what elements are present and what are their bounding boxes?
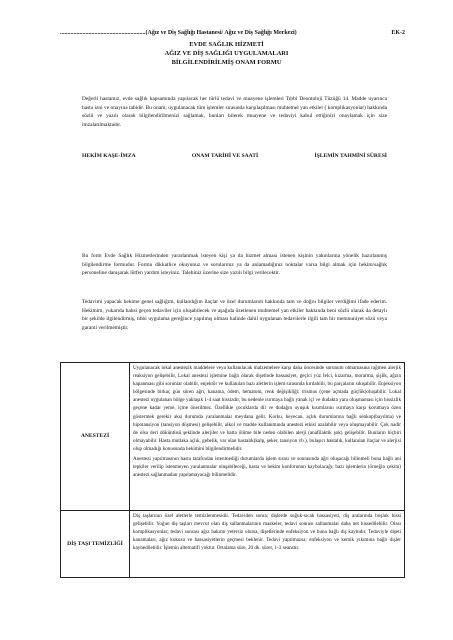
description-paragraph: Uygulanacak lokal anestezik maddelere veya kullanılacak malzemelere karşı daha öncesinde sorunum olmamasına rağmen alerjik reaksiyon gelişebilir, Lokal anestezi işlemine bağlı olarak dişetinde hassasiyet, geçici yüz felci, kızarma, morarma, şişlik, ağzın kapanması gibi sorunlar olabilir, enjektör ve kullanılan bazı aletlerin işlem sırasında kırılabilir, bu parçaların sıkışabilir. Enjeksiyon bölgesinde birkaç gün süren ağrı, kanama, ödem, hematom, renk değişikliği; trismus (çene açmada güçlük)oluşabilir. Lokal anestezi uygulanan bölge yaklaşık 1-4 saat hissizdir, bu nedenle ısırmaya bağlı yanak içi ve dudakta yara oluşmaması için hissizlik geçene kadar yeme, içme önerilmez. Özellikle çocuklarda dil ve dudağın uyuşuk kısımlarını ısırmaya karşı korumaya özen göstermek gerekir aksi durumda yaralanmalar meydana gelir. Korku, heyecan, açlık durumlarına bağlı senkop(bayılma) ve hipotansiyon (tansiyon düşmesi) gelişebilir, alkol ve madde kullanımında anestezi etkisi azalabilir veya oluşmayabilir. Çok nadir de olsa deri döküntüsü şeklinde alerjiler ve hatta ölüme bile neden olabilen alerji (anafilaktik şok) gelişebilir. Bunların hiçbiri olmayabilir. Hasta mutlaka açlık, gebelik, var olan hastalık(kalp, şeker, tansiyon vb.), bulaşıcı hastalık, kullanılan ilaçlar ve alerjisi olup olmadığı konusunda hekimini bilgilendirmelidir. bbox=[133, 365, 401, 452]
info-paragraph-1: Bu form Evde Sağlık Hizmetlerinden yararlanmak isteyen kişi ya da hizmet alması istenen kişinin yakınlarına yönelik hazırlanmış bilgilendirme formudur. Formu dikkatlice okuyunuz ve sorularınız ya da anlamadığınız noktalar varsa bilgi almak için hekim/sağlık personeline danışarak lütfen yardım isteyiniz. Talebiniz üzerine size yazılı bilgi verilecektir. bbox=[82, 253, 387, 277]
physician-stamp-signature-label: HEKİM KAŞE-İMZA bbox=[82, 153, 136, 159]
consent-date-time-label: ONAM TARİHİ VE SAATİ bbox=[191, 153, 259, 159]
procedure-table bbox=[60, 362, 405, 578]
title-practice: AĞIZ VE DİŞ SAĞLIĞI UYGULAMALARI bbox=[164, 50, 289, 57]
description-paragraph: Anestezi yapılmasının hasta tarafından istenmediği durumlarda işlem sırası ve sonrasında ağrı oluşacağı bilinmeli buna bağlı ani tepkiler verilip istenmeyen yaralanmalar oluşabileceği, hasta ve hekim konforunun kaybolacağı; bazı işlemlerin (örneğin çekim) anestezi sağlanmadan yapılamayacağı bilinmelidir. bbox=[133, 456, 401, 479]
estimated-duration-label: İŞLEMİN TAHMİNİ SÜRESİ bbox=[314, 153, 387, 159]
table-row bbox=[61, 511, 405, 578]
table-row bbox=[61, 363, 405, 511]
signature-row bbox=[82, 153, 387, 159]
title-form: BİLGİLENDİRİLMİŞ ONAM FORMU bbox=[171, 59, 282, 66]
form-code: EK-2 bbox=[391, 30, 405, 36]
intro-paragraph: Değerli hastamız, evde sağlık kapsamında yapılacak her türlü tedavi ve muayene işlemleri Tıbbi Deontoloji Tüzüğü 14. Madde uyarınca hasta izni ve onayına tabidir. Bu onam; uygulanacak tüm işlemler sırasında karşılaşılması muhtemel yan etkiler ( komplikasyonlar) hakkında sözlü ve yazılı olarak bilgilendirilmenizi sağlamak, bunları bilerek muayene ve tedaviyi kabul ettiğinizi onaylamak için size imzalatılmaktadır. bbox=[82, 96, 387, 128]
facility-header-text: .........................................................(Ağız ve Diş Sağlığı Hastanesi/ Ağız ve Diş Sağlığı Merkezi) bbox=[60, 30, 297, 36]
form-header bbox=[60, 30, 405, 36]
procedure-description bbox=[130, 363, 405, 511]
form-titles bbox=[0, 40, 453, 67]
procedure-label: ANESTEZİ bbox=[61, 363, 130, 511]
procedure-label: DİŞ TAŞI TEMİZLİĞİ bbox=[61, 511, 130, 578]
title-service: EVDE SAĞLIK HİZMETİ bbox=[189, 41, 264, 48]
description-paragraph: Diş taşlarının özel aletlerle temizlenmesidir. Tedaviden sonra; dişlerde soğuk-sıcak hassasiyeti, diş aralarında boşluk hissi gelişebilir. Yoğun diş taşları mevcut olan diş sallanmalarının maskeler, tedavi sonrası sallanmalar daha net hissedilebilir. Olası komplikasyonlar; tedavi sonrası ağız bakımı yetersiz olursa, dişetlerinde enfeksiyon ve buna bağlı diş kaybıdır. Tedaviyle dişeti kanamaları, ağız kokusu ve hassasiyetlerin geçmesi beklenir. Tedavi yapılmazsa; enfeksiyon ve kemik yıkımına bağlı dişler kaybedilebilir. İşlemin alternatifi yoktur. Ortalama süre, 20 dk. sürer, 1-3 seanstır. bbox=[133, 513, 401, 552]
info-paragraph-2: Tedavimi yapacak hekime genel sağlığım, kullandığım ilaçlar ve özel durumlarım hakkında tam ve doğru bilgiler verdiğimi ifade ederim. Hekimim, yukarıda bahsi geçen tedaviler için oluşabilecek ve aşağıda özetlenen muhtemel yan etkiler hakkında beni sözlü olarak da detaylı bir şekilde ilgilendirmiş, tıbbi uygulama gereğince yapılmış olması halinde dahil uygulanan tedavilerle ilgili tam bir memnuniyet sözü veya garanti verilmemiştir. bbox=[82, 299, 387, 331]
procedure-description bbox=[130, 511, 405, 578]
